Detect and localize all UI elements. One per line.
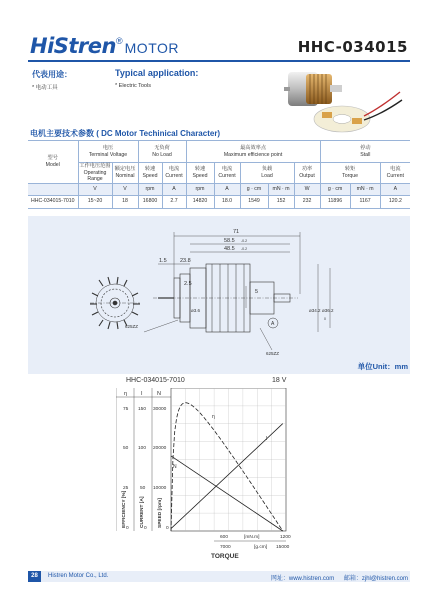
series-i-label: I <box>266 436 268 442</box>
spec-maxeff-current-header: 电流 Current <box>214 163 240 184</box>
dim-34-2: ø34.2 <box>309 308 321 313</box>
tol-36-2: 0 <box>324 317 326 321</box>
i-tick-50: 50 <box>140 486 146 491</box>
spec-units-row: V V rpm A rpm A g · cm mN · m W g · cm mN · m A <box>28 183 410 195</box>
page-header <box>0 0 438 62</box>
x-mn-unit: [mN.m] <box>244 535 260 540</box>
dim-36-2: ø36.2 <box>322 308 334 313</box>
header-i: I <box>141 391 143 397</box>
side-view <box>153 264 298 332</box>
spec-voltage-header: 电压 Terminal Voltage <box>78 141 138 163</box>
efficiency-axis-title: EFFICIENCY [%] <box>122 490 127 528</box>
spec-noload-current-header: 电流 Current <box>162 163 186 184</box>
curve-svg <box>116 388 306 566</box>
spec-section-title: 电机主要技术参数 ( DC Motor Techinical Character) <box>30 129 221 138</box>
spec-stall-current-header: 电流 Current <box>380 163 410 184</box>
histren-logo <box>30 34 179 58</box>
n-tick-30000: 30000 <box>153 407 167 412</box>
x-gcm-tick-7000: 7000 <box>220 545 231 550</box>
spec-maxeff-speed-header: 转速 Speed <box>186 163 214 184</box>
model-title: HHC-034015 <box>297 38 408 56</box>
spec-header-row-1 <box>28 141 410 163</box>
speed-axis-title: SPEED [rpm] <box>158 498 163 528</box>
eta-tick-25: 25 <box>123 486 129 491</box>
spec-stall-header: 停动 Stall <box>320 141 410 163</box>
n-tick-0: 0 <box>166 526 169 531</box>
company-name: Histren Motor Co., Ltd. <box>48 573 109 579</box>
spec-nominal-header: 额定电压 Nominal <box>112 163 138 184</box>
application-en-label: Typical application: <box>115 68 199 78</box>
bearing-label-1: 625ZZ <box>125 324 139 329</box>
dim-2-5: 2.5 <box>184 281 192 287</box>
x-gcm-unit: [g.cm] <box>254 545 268 550</box>
dim-23-8: 23.8 <box>180 258 191 264</box>
motor-armature <box>284 72 342 106</box>
brush-holder <box>314 106 370 132</box>
dim-58-5: 58.5 <box>224 238 235 244</box>
eta-tick-50: 50 <box>123 446 129 451</box>
application-cn-label: 代表用途： <box>32 70 72 79</box>
spec-header-row-2 <box>28 163 410 184</box>
spec-maxeff-load-header: 负载 Load <box>240 163 294 184</box>
x-mn-tick-1200: 1200 <box>280 535 291 540</box>
header-n: N <box>157 391 161 397</box>
dim-3-6: ø3.6 <box>191 308 201 313</box>
website-text: 网址：www.histren.com <box>270 576 335 582</box>
spec-maxeff-output-header: 功率 Output <box>294 163 320 184</box>
header-rule <box>28 60 410 62</box>
x-gcm-tick-15000: 15000 <box>276 545 290 550</box>
eta-tick-75: 75 <box>123 407 129 412</box>
i-tick-100: 100 <box>138 446 147 451</box>
dim-48-5: 48.5 <box>224 246 235 252</box>
dimension-drawing <box>28 216 410 374</box>
page-number: 28 <box>28 571 41 582</box>
n-tick-20000: 20000 <box>153 446 167 451</box>
dim-71: 71 <box>233 229 240 235</box>
spec-data-row: HHC-034015-7010 15~20 18 16800 2.7 14820 18.0 1549 152 232 11896 1167 120.2 <box>28 195 410 208</box>
i-tick-0: 0 <box>144 526 147 531</box>
plot-area <box>171 388 286 531</box>
email-text: 邮箱：zjhl@histren.com <box>343 576 408 582</box>
x-axis-title: TORQUE <box>211 553 239 560</box>
front-view <box>90 277 140 329</box>
spec-maxeff-header: 最高效率点 Maximum efficience point <box>186 141 320 163</box>
application-en-item: * Electric Tools <box>115 83 151 89</box>
logo-text: HiStren <box>30 34 116 58</box>
curve-model-label: HHC-034015-7010 <box>126 377 185 384</box>
curve-voltage-label: 18 V <box>272 377 287 384</box>
tol-48-5: -0.2 <box>241 247 248 251</box>
current-axis-title: CURRENT [A] <box>140 496 145 528</box>
dim-5: 5 <box>255 289 259 295</box>
logo-registered-mark: ® <box>116 36 123 46</box>
dimension-drawing-panel <box>28 216 410 374</box>
spec-noload-speed-header: 转速 Speed <box>138 163 162 184</box>
logo-subtext: MOTOR <box>124 40 179 56</box>
motor-photo <box>280 64 405 134</box>
spec-noload-header: 无负荷 No Load <box>138 141 186 163</box>
header-eta: η <box>124 391 128 397</box>
x-mn-tick-600: 600 <box>220 535 229 540</box>
tol-58-5: -0.2 <box>241 239 248 243</box>
eta-tick-0: 0 <box>126 526 129 531</box>
unit-label: 单位Unit：mm <box>357 362 408 371</box>
datum-a: A <box>271 321 275 327</box>
spec-range-header: 工作电压范围 Operating Range <box>79 163 111 182</box>
n-tick-10000: 10000 <box>153 486 167 491</box>
i-tick-150: 150 <box>138 407 147 412</box>
speed-curve <box>171 456 283 531</box>
spec-model-header: 型号 Model <box>28 141 78 184</box>
characteristic-curve <box>116 388 306 566</box>
spec-stall-torque-header: 转矩 Torque <box>320 163 380 184</box>
application-cn-item: * 电动工具 <box>32 85 58 91</box>
spec-table <box>28 140 410 209</box>
series-n-label: N <box>173 464 177 470</box>
series-eta-label: η <box>212 414 215 420</box>
contact-info <box>271 573 408 582</box>
bearing-label-2: 625ZZ <box>266 351 280 356</box>
dim-1-5: 1.5 <box>159 258 167 264</box>
